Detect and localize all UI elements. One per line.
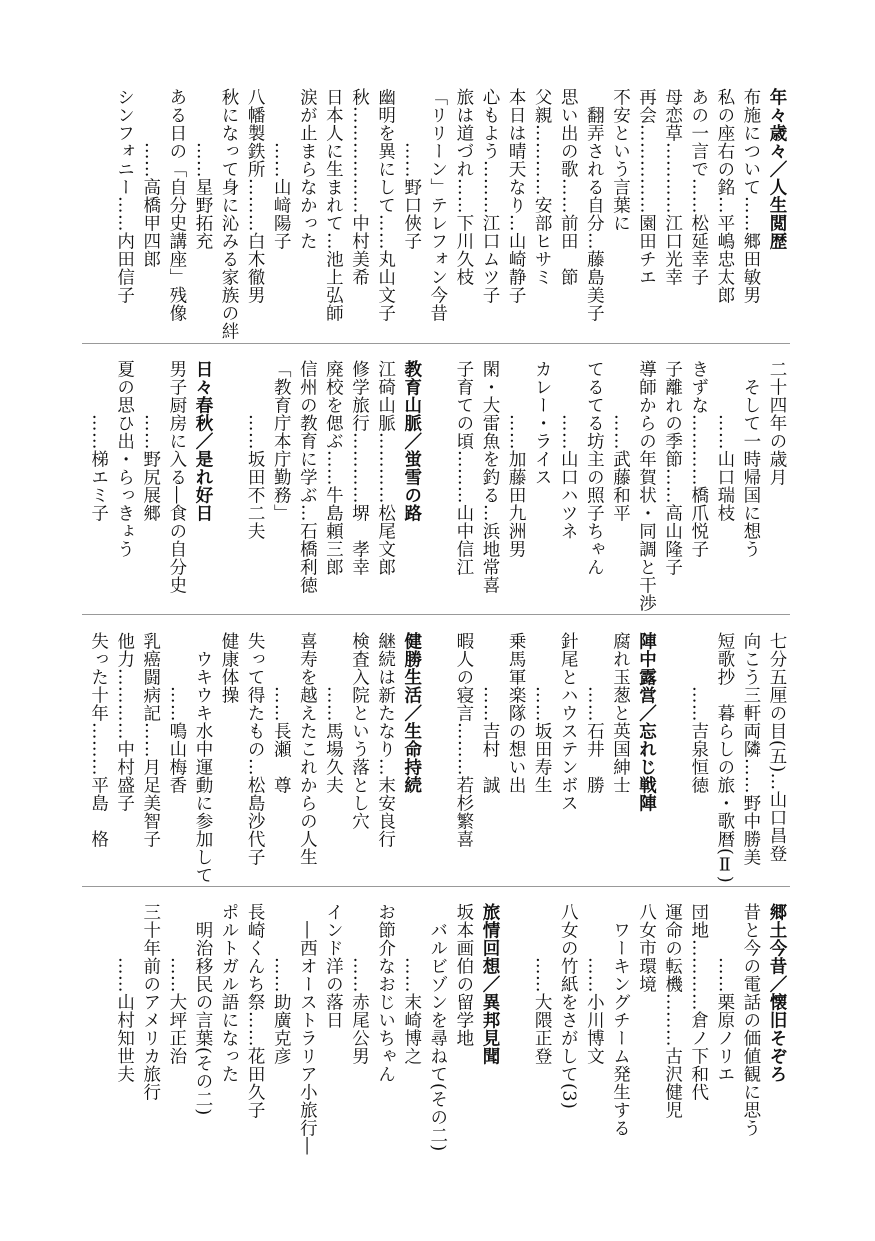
toc-entry: ……助廣克彦 — [271, 903, 292, 1065]
toc-entry: ……星野拓充 — [192, 88, 213, 250]
toc-entry: 閑・大雷魚を釣る…浜地常喜 — [479, 360, 500, 594]
toc-entry: カレー・ライス — [532, 360, 553, 486]
toc-entry: 布施について……郷田敏男 — [740, 88, 761, 304]
toc-entry: 子離れの季節……高山隆子 — [662, 360, 683, 576]
toc-entry: 夏の思ひ出・らっきょう — [114, 360, 135, 558]
toc-entry: ……山口ハツネ — [558, 360, 579, 540]
toc-entry: ―西オーストラリア小旅行― — [297, 903, 318, 1155]
section-heading: 教育山脈／蛍雪の路 — [401, 360, 422, 522]
toc-entry: 「教育庁本庁勤務」 — [271, 360, 292, 522]
toc-entry: ……吉泉恒徳 — [688, 632, 709, 794]
toc-entry: ワーキングチーム発生する — [610, 903, 631, 1137]
toc-entry: ……末崎博之 — [401, 903, 422, 1065]
section-heading: 日々春秋／是れ好日 — [192, 360, 213, 522]
toc-entry: 母恋草…………江口光幸 — [662, 88, 683, 286]
toc-entry: てるてる坊主の照子ちゃん — [584, 360, 605, 576]
toc-entry: 「リリーン」テレフォン今昔 — [427, 88, 448, 322]
toc-entry — [425, 632, 451, 882]
toc-entry: きずな…………橋爪悦子 — [688, 360, 709, 558]
toc-entry: 翻弄される自分…藤島美子 — [584, 88, 605, 322]
toc-entry: 幽明を異にして……丸山文子 — [375, 88, 396, 322]
toc-entry: 向こう三軒両隣……野中勝美 — [740, 632, 761, 866]
toc-entry: 旅は道づれ……下川久枝 — [453, 88, 474, 286]
toc-entry: ……石井 勝 — [584, 632, 605, 794]
toc-entry: 八女市環境 — [636, 903, 657, 993]
toc-entry: ……長瀬 尊 — [271, 632, 292, 794]
toc-entry: ……山村知世夫 — [114, 903, 135, 1083]
toc-entry: 二十四年の歳月 — [767, 360, 787, 486]
toc-entry: 乗馬軍楽隊の想い出 — [506, 632, 527, 794]
toc-entry: 信州の教育に学ぶ…石橋利徳 — [297, 360, 318, 594]
toc-entry: 日本人に生まれて…池上弘師 — [323, 88, 344, 322]
toc-entry — [425, 360, 451, 610]
toc-entry: 秋になって身に沁みる家族の絆 — [219, 88, 240, 340]
toc-entry: 継続は新たなり…末安良行 — [375, 632, 396, 848]
toc-entry: ……野尻展郷 — [140, 360, 161, 522]
toc-entry: 私の座右の銘…平嶋忠太郎 — [714, 88, 735, 304]
toc-entry: 明治移民の言葉(その二) — [192, 903, 213, 1116]
toc-entry: 針尾とハウステンボス — [558, 632, 579, 812]
toc-entry: シンフォニー……内田信子 — [114, 88, 135, 304]
toc-entry: 失った十年………平島 格 — [88, 632, 109, 848]
toc-entry — [660, 632, 686, 882]
toc-entry: 他力…………中村盛子 — [114, 632, 135, 812]
toc-entry: 腐れ玉葱と英国紳士 — [610, 632, 631, 794]
section-divider — [82, 886, 790, 887]
toc-entry: 乳癌闘病記……月足美智子 — [140, 632, 161, 848]
toc-entry: 本日は晴天なり…山崎静子 — [506, 88, 527, 304]
toc-entry: ……加藤田九洲男 — [506, 360, 527, 558]
section-heading: 旅情回想／異邦見聞 — [479, 903, 500, 1065]
toc-entry: ……馬場久夫 — [323, 632, 344, 794]
section-divider — [82, 614, 790, 615]
toc-entry: 坂本画伯の留学地 — [453, 903, 474, 1047]
toc-entry: バルビゾンを尋ねて(その二) — [427, 903, 448, 1152]
toc-entry: ポルトガル語になった — [219, 903, 240, 1083]
toc-entry: 三十年前のアメリカ旅行 — [140, 903, 161, 1101]
toc-section-3 — [80, 632, 790, 882]
toc-entry: ある日の「自分史講座」残像 — [166, 88, 187, 322]
toc-entry — [216, 360, 242, 610]
section-heading: 健勝生活／生命持続 — [401, 632, 422, 794]
toc-entry: 不安という言葉に — [610, 88, 631, 232]
toc-entry: ……小川博文 — [584, 903, 605, 1065]
toc-entry: 導師からの年賀状・同調と干渉 — [636, 360, 657, 612]
toc-entry: ウキウキ水中運動に参加して — [192, 632, 213, 884]
toc-entry: ……赤尾公男 — [349, 903, 370, 1065]
toc-entry: あの一言で……松延幸子 — [688, 88, 709, 286]
toc-entry: ……吉村 誠 — [479, 632, 500, 794]
toc-section-2 — [80, 360, 790, 610]
toc-entry: 秋………………中村美希 — [349, 88, 370, 286]
toc-entry: 思い出の歌……前田 節 — [558, 88, 579, 286]
section-heading: 陣中露営／忘れじ戦陣 — [636, 632, 657, 812]
toc-entry: インド洋の落日 — [323, 903, 344, 1029]
toc-entry: 検査入院という落とし穴 — [349, 632, 370, 830]
toc-entry: 涙が止まらなかった — [297, 88, 318, 250]
toc-entry: 失って得たもの…松島沙代子 — [245, 632, 266, 866]
toc-entry: 長崎くんち祭……花田久子 — [245, 903, 266, 1119]
toc-entry: 健康体操 — [219, 632, 240, 704]
toc-entry: 昔と今の電話の価値観に思う — [740, 903, 761, 1137]
toc-entry: 江碕山脈…………松尾文郎 — [375, 360, 396, 576]
toc-entry — [503, 903, 529, 1153]
toc-entry: ……栗原ノリエ — [714, 903, 735, 1083]
toc-entry: ……山﨑陽子 — [271, 88, 292, 250]
toc-entry: 団地…………倉ノ下和代 — [688, 903, 709, 1101]
toc-entry: ……鳴山梅香 — [166, 632, 187, 794]
toc-entry: 父親…………安部ヒサミ — [532, 88, 553, 286]
toc-entry: ……大坪正治 — [166, 903, 187, 1065]
toc-entry: お節介なおじいちゃん — [375, 903, 396, 1083]
toc-entry: 男子厨房に入る―食の自分史 — [166, 360, 187, 594]
toc-entry: ……武藤和平 — [610, 360, 631, 522]
toc-entry: 廃校を偲ぶ……牛島頼三郎 — [323, 360, 344, 576]
toc-entry: ……野口俠子 — [401, 88, 422, 250]
toc-entry: そして一時帰国に想う — [740, 360, 761, 558]
toc-entry: 喜寿を越えたこれからの人生 — [297, 632, 318, 866]
section-divider — [82, 343, 790, 344]
toc-entry: 八女の竹紙をさがして(3) — [558, 903, 579, 1110]
toc-entry: 短歌抄 暮らしの旅・歌暦(Ⅱ) — [714, 632, 735, 884]
toc-entry: 修学旅行…………堺 孝幸 — [349, 360, 370, 576]
toc-entry: 子育ての頃………山中信江 — [453, 360, 474, 576]
toc-entry: 七分五厘の目(五)…山口昌登 — [767, 632, 787, 863]
toc-entry: 心もよう………江口ムツ子 — [479, 88, 500, 304]
section-heading: 郷土今昔／懐旧そぞろ — [767, 903, 787, 1083]
toc-entry: 再会……………園田チエ — [636, 88, 657, 286]
toc-entry: ……高橋甲四郎 — [140, 88, 161, 268]
toc-entry: 八幡製鉄所………白木徹男 — [245, 88, 266, 304]
toc-entry: 暇人の寝言………若杉繁喜 — [453, 632, 474, 848]
toc-section-1 — [80, 88, 790, 338]
toc-entry: ……山口瑞枝 — [714, 360, 735, 522]
section-heading: 年々歳々／人生閲歴 — [767, 88, 787, 250]
toc-entry: ……坂田不二夫 — [245, 360, 266, 540]
toc-section-4 — [80, 903, 790, 1153]
toc-entry: ……梯エミ子 — [88, 360, 109, 522]
toc-entry: 運命の転機………古沢健児 — [662, 903, 683, 1119]
toc-entry: ……坂田寿生 — [532, 632, 553, 794]
toc-entry: ……大隈正登 — [532, 903, 553, 1065]
